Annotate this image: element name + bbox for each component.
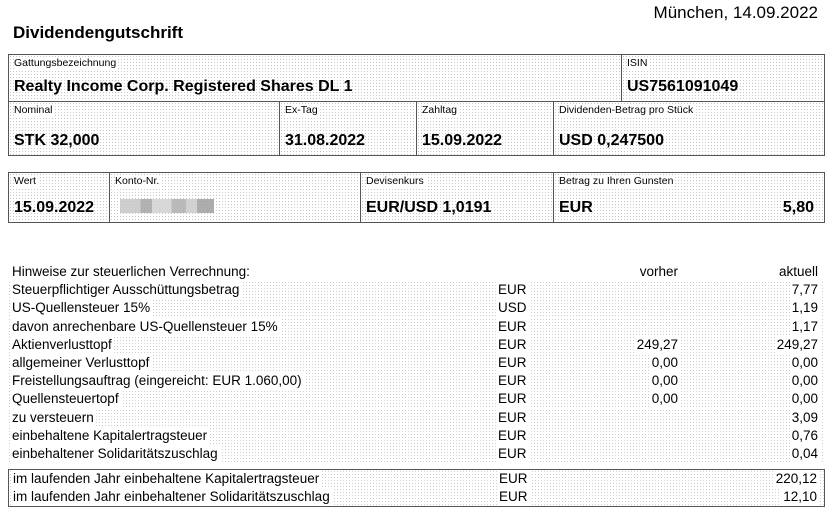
row-curr-value: 220,12 [774, 470, 819, 488]
table-row [8, 390, 825, 408]
zahltag-value: 15.09.2022 [422, 132, 503, 149]
dividend-value: USD 0,247500 [559, 132, 664, 149]
row-curr-value: 0,00 [790, 372, 820, 390]
tax-heading: Hinweise zur steuerlichen Verrechnung: [10, 263, 252, 281]
row-currency: EUR [496, 336, 529, 354]
row-label: im laufenden Jahr einbehaltener Solidaritätszuschlag [11, 488, 332, 506]
row-currency: EUR [497, 470, 530, 488]
row-currency: EUR [496, 427, 529, 445]
row-currency: EUR [497, 488, 530, 506]
row-curr-value: 7,77 [790, 281, 820, 299]
row-label: einbehaltene Kapitalertragsteuer [10, 427, 209, 445]
table-row [8, 281, 825, 299]
wert-label: Wert [14, 175, 36, 187]
row-prev-value: 0,00 [650, 354, 680, 372]
row-prev-value: 0,00 [650, 372, 680, 390]
devisen-value: EUR/USD 1,0191 [366, 199, 492, 216]
row-curr-value: 1,17 [790, 318, 820, 336]
row-curr-value: 0,00 [790, 354, 820, 372]
row-currency: EUR [496, 409, 529, 427]
row-curr-value: 0,00 [790, 390, 820, 408]
zahltag-cell [417, 102, 553, 155]
row-currency: EUR [496, 445, 529, 463]
nominal-label: Nominal [14, 104, 53, 116]
row-curr-value: 249,27 [775, 336, 820, 354]
row-currency: EUR [496, 372, 529, 390]
ex-tag-cell [280, 102, 416, 155]
row-currency: USD [496, 299, 529, 317]
table-row [8, 299, 825, 317]
row-curr-value: 12,10 [781, 488, 819, 506]
security-name-label: Gattungsbezeichnung [14, 57, 117, 69]
table-row [8, 336, 825, 354]
security-details-box [8, 54, 825, 156]
row-label: einbehaltener Solidaritätszuschlag [10, 445, 220, 463]
isin-cell [622, 55, 824, 101]
row-prev-value: 249,27 [635, 336, 680, 354]
table-row [8, 409, 825, 427]
redacted-account-number [120, 199, 214, 213]
table-row [9, 470, 824, 488]
document-date: München, 14.09.2022 [653, 3, 818, 22]
row-label: zu versteuern [10, 409, 96, 427]
row-prev-value: 0,00 [650, 390, 680, 408]
row-curr-value: 3,09 [790, 409, 820, 427]
payment-box [8, 172, 825, 223]
nominal-cell [9, 102, 279, 155]
betrag-cell [554, 173, 824, 222]
row-label: im laufenden Jahr einbehaltene Kapitalertragsteuer [11, 470, 321, 488]
ex-tag-label: Ex-Tag [285, 104, 318, 116]
row-label: Quellensteuertopf [10, 390, 121, 408]
row-currency: EUR [496, 318, 529, 336]
table-row [8, 427, 825, 445]
konto-cell [110, 173, 360, 222]
security-name-cell [9, 55, 621, 101]
tax-section [8, 263, 825, 463]
dividend-cell [554, 102, 824, 155]
row-label: US-Quellensteuer 15% [10, 299, 152, 317]
isin-value: US7561091049 [627, 78, 739, 95]
betrag-value: 5,80 [782, 199, 814, 216]
table-row [8, 372, 825, 390]
betrag-label: Betrag zu Ihren Gunsten [559, 175, 674, 187]
row-label: Aktienverlusttopf [10, 336, 114, 354]
document-title: Dividendengutschrift [13, 23, 184, 42]
row-currency: EUR [496, 354, 529, 372]
table-row [8, 318, 825, 336]
table-row [9, 488, 824, 506]
betrag-currency: EUR [559, 199, 593, 216]
column-header-prev: vorher [638, 263, 680, 281]
devisen-cell [361, 173, 553, 222]
ex-tag-value: 31.08.2022 [285, 132, 366, 149]
row-label: Steuerpflichtiger Ausschüttungsbetrag [10, 281, 241, 299]
row-label: davon anrechenbare US-Quellensteuer 15% [10, 318, 280, 336]
row-currency: EUR [496, 281, 529, 299]
tax-header-row [8, 263, 825, 281]
konto-label: Konto-Nr. [115, 175, 160, 187]
zahltag-label: Zahltag [422, 104, 458, 116]
row-currency: EUR [496, 390, 529, 408]
table-row [8, 354, 825, 372]
dividend-label: Dividenden-Betrag pro Stück [559, 104, 694, 116]
isin-label: ISIN [627, 57, 648, 69]
security-name: Realty Income Corp. Registered Shares DL 1 [14, 78, 353, 95]
row-label: allgemeiner Verlusttopf [10, 354, 151, 372]
row-label: Freistellungsauftrag (eingereicht: EUR 1.060,00) [10, 372, 304, 390]
wert-value: 15.09.2022 [14, 199, 95, 216]
row-curr-value: 1,19 [790, 299, 820, 317]
wert-cell [9, 173, 109, 222]
row-curr-value: 0,76 [790, 427, 820, 445]
row-curr-value: 0,04 [790, 445, 820, 463]
column-header-curr: aktuell [777, 263, 820, 281]
year-to-date-box [8, 469, 825, 507]
devisen-label: Devisenkurs [366, 175, 424, 187]
nominal-value: STK 32,000 [14, 132, 100, 149]
table-row [8, 445, 825, 463]
